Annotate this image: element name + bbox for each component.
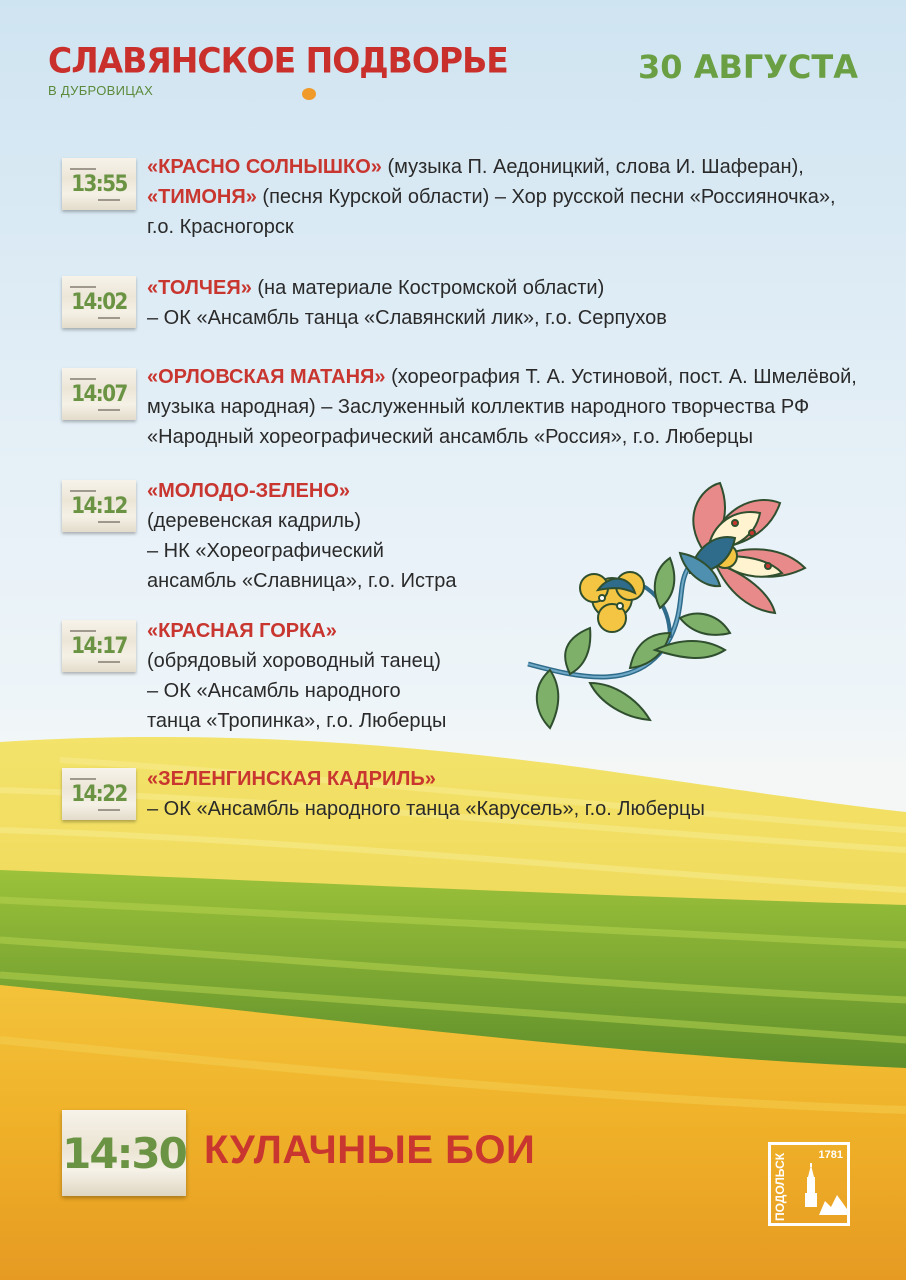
- schedule-line: [147, 422, 887, 452]
- schedule-line: [147, 303, 887, 333]
- performance-details: ансамбль «Славница», г.о. Истра: [147, 570, 457, 592]
- performance-title: «МОЛОДО-ЗЕЛЕНО»: [147, 480, 350, 502]
- logo-title: СЛАВЯНСКОЕ ПОДВОРЬЕ: [48, 40, 508, 81]
- performance-title: «ТИМОНЯ»: [147, 186, 257, 208]
- performance-details: (на материале Костромской области): [251, 277, 605, 299]
- time-badge: 14:17: [62, 620, 136, 672]
- festival-logo: [48, 40, 508, 98]
- performance-title: «КРАСНО СОЛНЫШКО»: [147, 156, 382, 178]
- performance-details: – НК «Хореографический: [147, 540, 384, 562]
- podolsk-emblem: [768, 1142, 850, 1226]
- final-event-title: КУЛАЧНЫЕ БОИ: [204, 1128, 536, 1172]
- schedule-item: [147, 764, 887, 824]
- schedule-line: [147, 392, 887, 422]
- event-date: 30 АВГУСТА: [638, 48, 858, 86]
- schedule-line: [147, 794, 887, 824]
- emblem-city: ПОДОЛЬСК: [773, 1152, 787, 1222]
- schedule-line: [147, 273, 887, 303]
- pumpkin-icon: [302, 88, 316, 100]
- performance-details: (обрядовый хороводный танец): [147, 650, 441, 672]
- time-badge: 14:07: [62, 368, 136, 420]
- performance-title: «КРАСНАЯ ГОРКА»: [147, 620, 337, 642]
- performance-details: – ОК «Ансамбль народного танца «Карусель», г.о. Люберцы: [147, 798, 705, 820]
- performance-title: «ТОЛЧЕЯ»: [147, 277, 252, 299]
- schedule-line: [147, 152, 887, 182]
- logo-subtitle: В ДУБРОВИЦАХ: [48, 83, 154, 98]
- emblem-year: 1781: [818, 1149, 843, 1161]
- time-badge: 14:12: [62, 480, 136, 532]
- schedule-line: [147, 764, 887, 794]
- landscape-icon: [819, 1187, 847, 1217]
- schedule-line: [147, 212, 887, 242]
- time-badge: 14:22: [62, 768, 136, 820]
- schedule-item: [147, 362, 887, 452]
- performance-details: г.о. Красногорск: [147, 216, 294, 238]
- performance-details: музыка народная) – Заслуженный коллектив народного творчества РФ: [147, 396, 810, 418]
- performance-details: (деревенская кадриль): [147, 510, 361, 532]
- performance-details: (музыка П. Аедоницкий, слова И. Шаферан),: [381, 156, 804, 178]
- red-flower: [680, 483, 805, 613]
- schedule-item: [147, 273, 887, 333]
- yellow-flower: [580, 572, 644, 632]
- time-badge: 14:02: [62, 276, 136, 328]
- folk-flower-illustration: [520, 478, 810, 740]
- schedule-line: [147, 182, 887, 212]
- performance-details: танца «Тропинка», г.о. Люберцы: [147, 710, 447, 732]
- final-time-badge: 14:30: [62, 1110, 186, 1196]
- performance-details: – ОК «Ансамбль танца «Славянский лик», г.о. Серпухов: [147, 307, 667, 329]
- performance-details: (хореография Т. А. Устиновой, пост. А. Шмелёвой,: [385, 366, 857, 388]
- schedule-line: [147, 362, 887, 392]
- performance-title: «ЗЕЛЕНГИНСКАЯ КАДРИЛЬ»: [147, 768, 436, 790]
- performance-details: (песня Курской области) – Хор русской песни «Россияночка»,: [256, 186, 836, 208]
- bell-tower-icon: [801, 1163, 821, 1211]
- schedule-item: [147, 152, 887, 242]
- performance-details: – ОК «Ансамбль народного: [147, 680, 401, 702]
- performance-title: «ОРЛОВСКАЯ МАТАНЯ»: [147, 366, 386, 388]
- performance-details: «Народный хореографический ансамбль «Россия», г.о. Люберцы: [147, 426, 753, 448]
- time-badge: 13:55: [62, 158, 136, 210]
